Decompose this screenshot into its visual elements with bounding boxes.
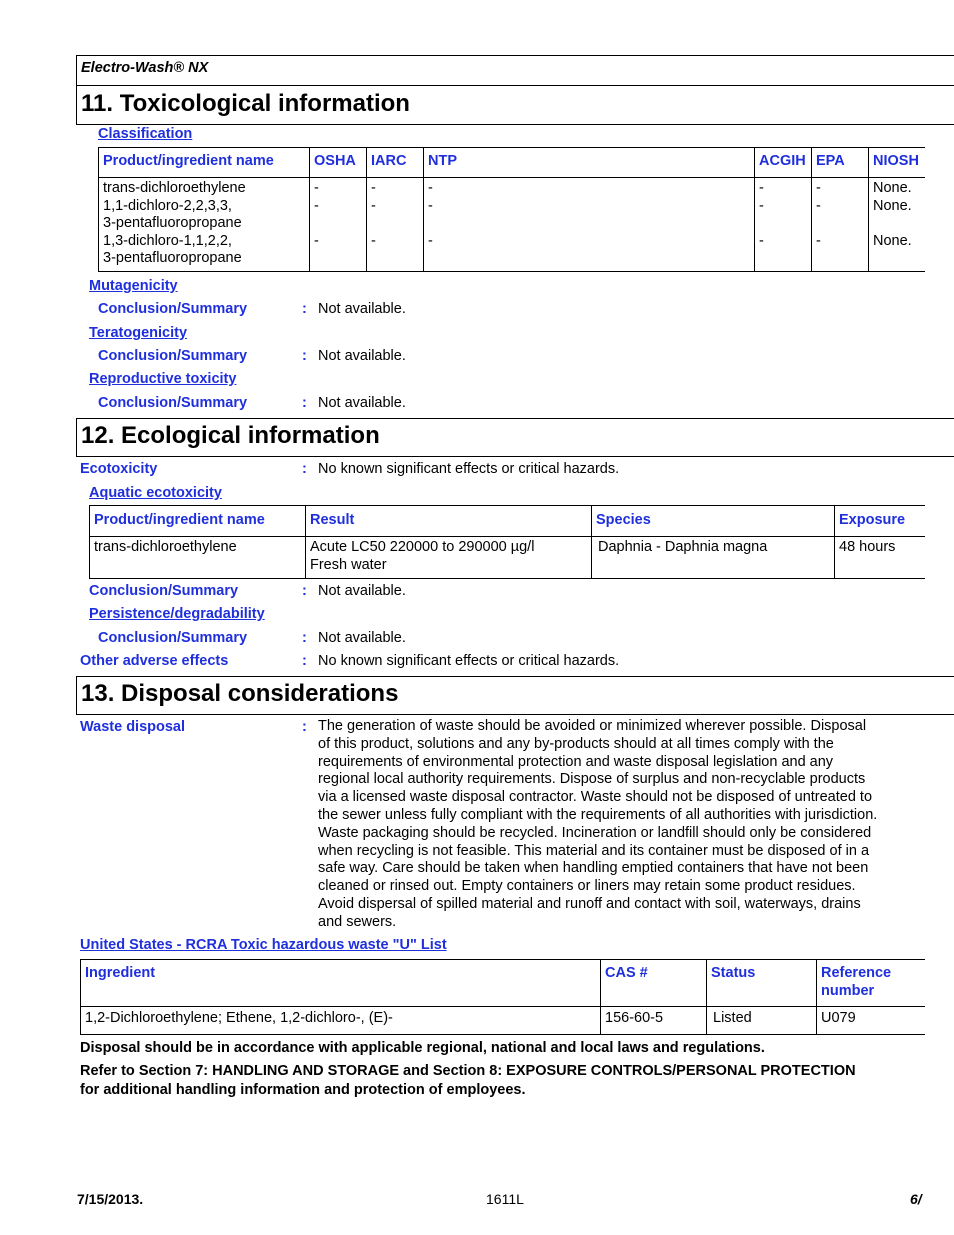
names-cell (99, 178, 310, 272)
refer-note-line1: Refer to Section 7: HANDLING AND STORAGE and Section 8: EXPOSURE CONTROLS/PERSONAL PROTECTION (80, 1063, 856, 1079)
aquatic-conclusion-label: Conclusion/Summary (89, 583, 239, 599)
teratogenicity-link[interactable]: Teratogenicity (89, 325, 188, 341)
aquatic-name-cell: trans-dichloroethylene (90, 537, 306, 579)
ingredient-name: 3-pentafluoropropane (103, 250, 242, 266)
aquatic-species-cell: Daphnia - Daphnia magna (592, 537, 835, 579)
rcra-table (80, 959, 925, 1035)
colon: : (302, 348, 307, 364)
persistence-link[interactable]: Persistence/degradability (89, 606, 265, 622)
col-ntp: NTP (424, 148, 755, 178)
section-12-title: 12. Ecological information (81, 422, 380, 449)
section-13-title: 13. Disposal considerations (81, 680, 399, 707)
other-adverse-value: No known significant effects or critical hazards. (318, 653, 620, 669)
ecotoxicity-label: Ecotoxicity (80, 461, 158, 477)
teratogenicity-conclusion-value: Not available. (318, 348, 406, 364)
ingredient-name: trans-dichloroethylene (103, 180, 246, 196)
rcra-cas-cell: 156-60-5 (601, 1007, 707, 1035)
waste-disposal-text: The generation of waste should be avoided or minimized wherever possible. Disposal of this product, solutions and any by-products should at all times comply with the requirements of environmental protection and waste disposal legislation and any regional local authority requirements. Dispose of surplus and non-recyclable products via a licensed waste disposal contractor. Waste should not be disposed of untreated to the sewer unless fully compliant with the requirements of all authorities with jurisdiction. Waste packaging should be recycled. Incineration or landfill should only be considered when recycling is not feasible. This material and its container must be disposed of in a safe way. Care should be taken when handling emptied containers that have not been cleaned or rinsed out. Empty containers or liners may retain some product residues. Avoid dispersal of spilled material and runoff and contact with soil, waterways, drains and sewers. (318, 718, 878, 930)
col-epa: EPA (812, 148, 869, 178)
col-niosh: NIOSH (869, 148, 925, 178)
acgih-cell: - - - (755, 178, 812, 272)
ntp-cell: - - - (424, 178, 755, 272)
rcra-ingredient-cell: 1,2-Dichloroethylene; Ethene, 1,2-dichloro-, (E)- (81, 1007, 601, 1035)
epa-cell: - - - (812, 178, 869, 272)
footer-code: 1611L (486, 1191, 524, 1207)
ingredient-name: 1,3-dichloro-1,1,2,2, (103, 232, 232, 249)
rcra-link[interactable]: United States - RCRA Toxic hazardous waste "U" List (80, 937, 447, 953)
col-product-name: Product/ingredient name (99, 148, 310, 178)
col-result: Result (306, 506, 592, 537)
teratogenicity-conclusion-label: Conclusion/Summary (98, 348, 248, 364)
footer-page: 6/ (910, 1191, 922, 1207)
aquatic-result-cell: Acute LC50 220000 to 290000 µg/l Fresh water (306, 537, 592, 579)
col-product-name: Product/ingredient name (90, 506, 306, 537)
col-acgih: ACGIH (755, 148, 812, 178)
mutagenicity-conclusion-label: Conclusion/Summary (98, 301, 248, 317)
ecotoxicity-value: No known significant effects or critical hazards. (318, 461, 620, 477)
aquatic-table (89, 505, 925, 579)
other-adverse-label: Other adverse effects (80, 653, 229, 669)
footer-date: 7/15/2013. (77, 1191, 144, 1207)
col-reference-number: Reference number (817, 960, 925, 1007)
disposal-note: Disposal should be in accordance with applicable regional, national and local laws and regulations. (80, 1040, 765, 1056)
iarc-cell: - - - (367, 178, 424, 272)
persistence-conclusion-value: Not available. (318, 630, 406, 646)
waste-disposal-label: Waste disposal (80, 719, 186, 735)
mutagenicity-conclusion-value: Not available. (318, 301, 406, 317)
colon: : (302, 301, 307, 317)
section-11-title: 11. Toxicological information (81, 90, 410, 117)
col-cas: CAS # (601, 960, 707, 1007)
colon: : (302, 461, 307, 477)
aquatic-ecotoxicity-link[interactable]: Aquatic ecotoxicity (89, 485, 222, 501)
ingredient-name: 1,1-dichloro-2,2,3,3, (103, 197, 232, 214)
col-status: Status (707, 960, 817, 1007)
rcra-status-cell: Listed (707, 1007, 817, 1035)
reproductive-conclusion-value: Not available. (318, 395, 406, 411)
osha-cell: - - - (310, 178, 367, 272)
product-name: Electro-Wash® NX (81, 60, 209, 76)
aquatic-exposure-cell: 48 hours (835, 537, 925, 579)
colon: : (302, 583, 307, 599)
niosh-cell: None. None. None. (869, 178, 925, 272)
classification-table (98, 147, 925, 272)
mutagenicity-link[interactable]: Mutagenicity (89, 278, 178, 294)
reproductive-conclusion-label: Conclusion/Summary (98, 395, 248, 411)
col-species: Species (592, 506, 835, 537)
refer-note-line2: for additional handling information and protection of employees. (80, 1082, 526, 1098)
colon: : (302, 653, 307, 669)
ingredient-name: 3-pentafluoropropane (103, 215, 242, 231)
col-iarc: IARC (367, 148, 424, 178)
col-osha: OSHA (310, 148, 367, 178)
reproductive-toxicity-link[interactable]: Reproductive toxicity (89, 371, 237, 387)
persistence-conclusion-label: Conclusion/Summary (98, 630, 248, 646)
aquatic-conclusion-value: Not available. (318, 583, 406, 599)
colon: : (302, 630, 307, 646)
colon: : (302, 719, 307, 735)
col-exposure: Exposure (835, 506, 925, 537)
rcra-ref-cell: U079 (817, 1007, 925, 1035)
colon: : (302, 395, 307, 411)
col-ingredient: Ingredient (81, 960, 601, 1007)
classification-link[interactable]: Classification (98, 126, 193, 142)
